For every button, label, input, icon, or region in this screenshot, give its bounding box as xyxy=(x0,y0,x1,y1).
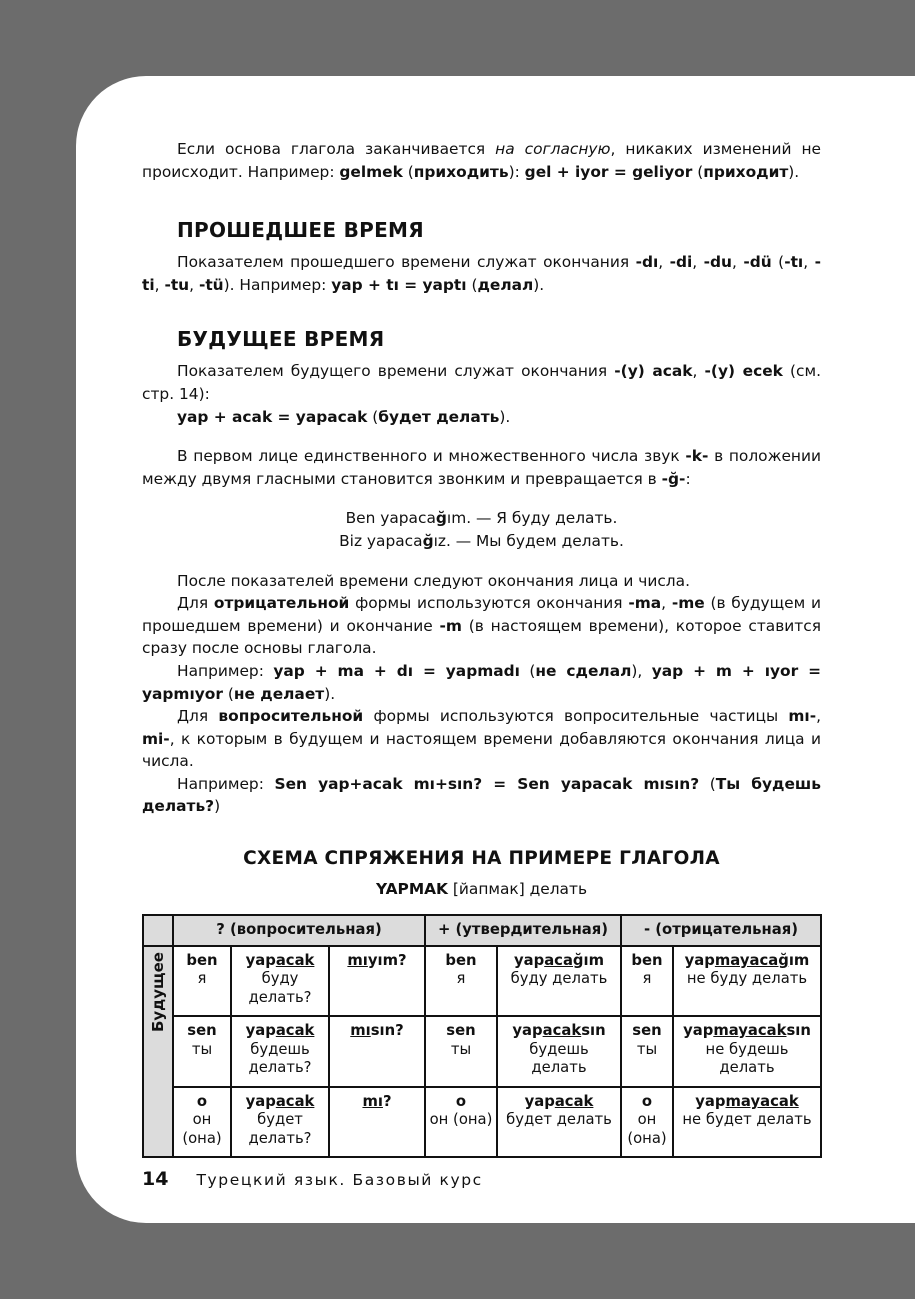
paragraph-question-example: Например: Sen yap+acak mı+sın? = Sen yapacak mısın? (Ты будешь делать?) xyxy=(142,774,821,816)
header-corner xyxy=(143,915,173,946)
example-line-ben: Ben yapacağım. — Я буду делать. xyxy=(345,509,618,528)
question-verb-cell: yapacak буду делать? xyxy=(231,946,329,1017)
table-row xyxy=(143,1087,821,1158)
question-verb-cell: yapacak будешь делать? xyxy=(231,1016,329,1087)
table-header-row xyxy=(143,915,821,946)
paragraph-consonant-stem: Если основа глагола заканчивается на согласную, никаких изменений не происходит. Например: gelmek (приходить): gel + iyor = geliyor (приходит). xyxy=(142,140,821,181)
question-particle-cell: mısın? xyxy=(329,1016,425,1087)
future-example: yap + acak = yapacak (будет делать). xyxy=(177,407,511,426)
pronoun-cell: sen ты xyxy=(173,1016,231,1087)
header-interrogative: ? (вопросительная) xyxy=(173,915,425,946)
header-affirmative: + (утвердительная) xyxy=(425,915,621,946)
example-line-biz: Biz yapacağız. — Мы будем делать. xyxy=(339,531,624,550)
affirmative-verb-cell: yapacak будет делать xyxy=(497,1087,621,1158)
table-row xyxy=(143,1016,821,1087)
pronoun-cell: o он (она) xyxy=(621,1087,673,1158)
paragraph-future-tense: Показателем будущего времени служат окончания -(y) acak, -(y) ecek (см. стр. 14): xyxy=(142,362,821,403)
book-page xyxy=(76,76,915,1223)
pronoun-cell: ben я xyxy=(173,946,231,1017)
paragraph-person-endings: После показателей времени следуют окончания лица и числа. xyxy=(177,571,690,590)
side-label-future: Будущее xyxy=(143,946,173,1158)
question-verb-cell: yapacak будет делать? xyxy=(231,1087,329,1158)
affirmative-verb-cell: yapacağım буду делать xyxy=(497,946,621,1017)
book-title: Турецкий язык. Базовый курс xyxy=(196,1171,483,1189)
page-number: 14 xyxy=(142,1168,169,1190)
page-content xyxy=(142,138,821,1158)
heading-past-tense: ПРОШЕДШЕЕ ВРЕМЯ xyxy=(177,218,424,243)
paragraph-k-voicing: В первом лице единственного и множественного числа звук -k- в положении между двумя гласными становится звонким и превращается в -ğ-: xyxy=(142,447,821,488)
affirmative-verb-cell: yapacaksın будешь делать xyxy=(497,1016,621,1087)
pronoun-cell: ben я xyxy=(425,946,497,1017)
pronoun-cell: sen ты xyxy=(621,1016,673,1087)
header-negative: - (отрицательная) xyxy=(621,915,821,946)
heading-future-tense: БУДУЩЕЕ ВРЕМЯ xyxy=(177,327,385,352)
paragraph-question-form: Для вопросительной формы используются вопросительные частицы mı-, mi-, к которым в будущем и настоящем времени добавляются окончания лица и числа. xyxy=(142,707,821,771)
question-particle-cell: mıyım? xyxy=(329,946,425,1017)
conjugation-table xyxy=(142,914,822,1158)
scheme-title: СХЕМА СПРЯЖЕНИЯ НА ПРИМЕРЕ ГЛАГОЛА xyxy=(243,848,720,870)
table-row xyxy=(143,946,821,1017)
page-footer xyxy=(142,1168,483,1190)
paragraph-negative-examples: Например: yap + ma + dı = yapmadı (не сделал), yap + m + ıyor = yapmıyor (не делает). xyxy=(142,661,822,703)
pronoun-cell: sen ты xyxy=(425,1016,497,1087)
pronoun-cell: o он (она) xyxy=(425,1087,497,1158)
negative-verb-cell: yapmayacağım не буду делать xyxy=(673,946,821,1017)
pronoun-cell: ben я xyxy=(621,946,673,1017)
negative-verb-cell: yapmayacak не будет делать xyxy=(673,1087,821,1158)
pronoun-cell: o он (она) xyxy=(173,1087,231,1158)
negative-verb-cell: yapmayacaksın не будешь делать xyxy=(673,1016,821,1087)
paragraph-negative-form: Для отрицательной формы используются окончания -ma, -me (в будущем и прошедшем времени) и окончание -m (в настоящем времени), которое ставится сразу после основы глагола. xyxy=(142,594,822,658)
scheme-subtitle: YAPMAK [йапмак] делать xyxy=(375,879,588,898)
paragraph-past-tense: Показателем прошедшего времени служат окончания -dı, -di, -du, -dü (-tı, -ti, -tu, -tü). Например: yap + tı = yaptı (делал). xyxy=(142,253,821,294)
question-particle-cell: mı? xyxy=(329,1087,425,1158)
